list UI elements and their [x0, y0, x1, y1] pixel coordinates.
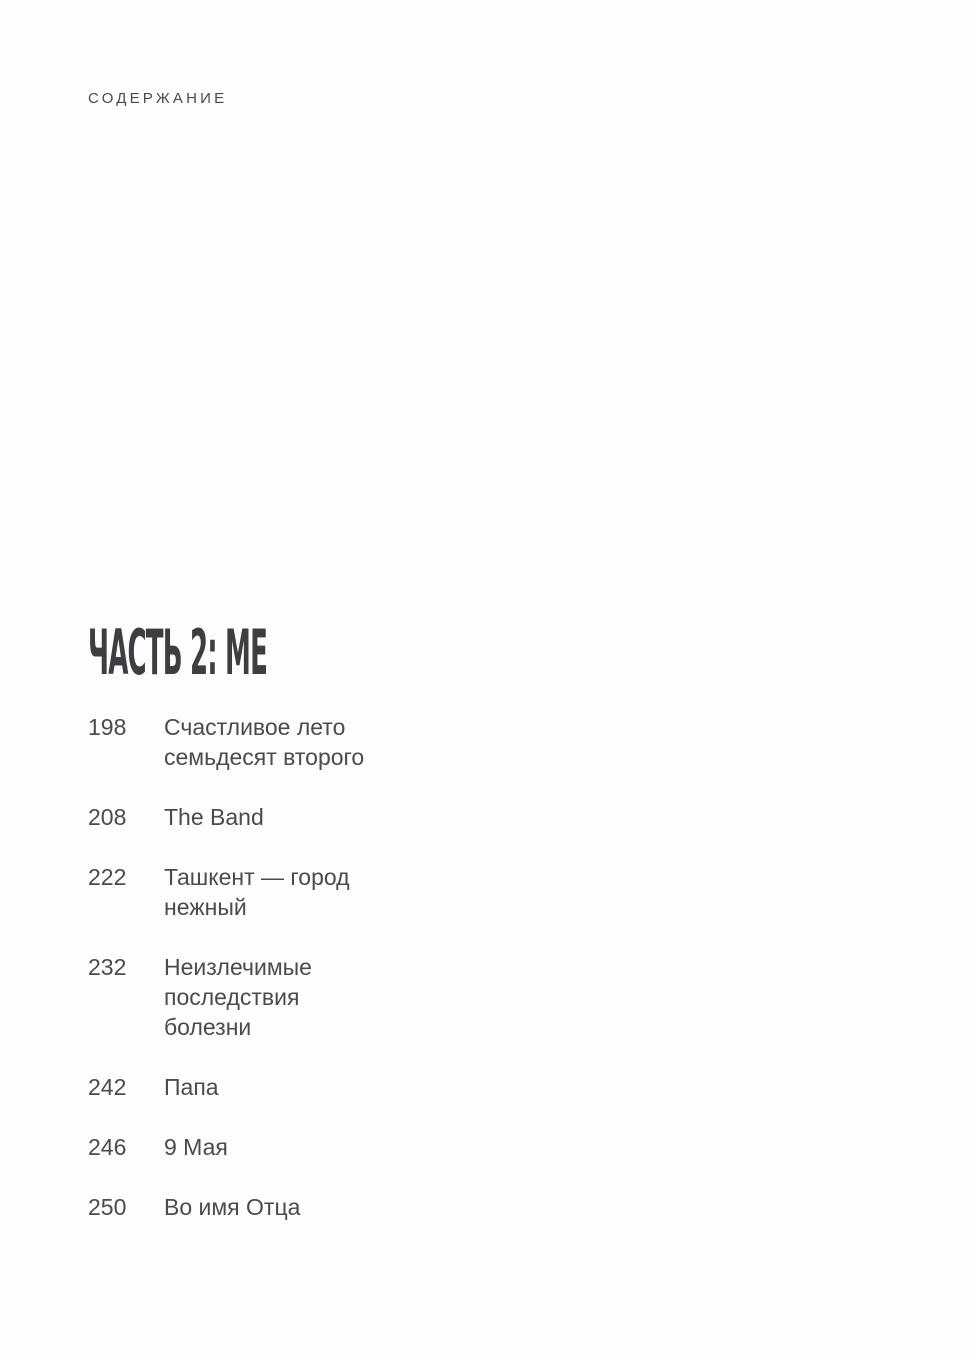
toc-chapter-title: Во имя Отца — [164, 1194, 301, 1220]
toc-entry — [88, 802, 508, 832]
part-title: ЧАСТЬ 2: ME — [88, 616, 268, 689]
toc-entry — [88, 952, 508, 1042]
toc-entry — [88, 712, 508, 772]
toc-page-number: 208 — [88, 804, 127, 830]
toc-page-number: 222 — [88, 864, 127, 890]
toc-page-number: 242 — [88, 1074, 127, 1100]
table-of-contents — [88, 712, 508, 1252]
toc-page-number: 246 — [88, 1134, 127, 1160]
toc-entry — [88, 1072, 508, 1102]
toc-chapter-title: Ташкент — город нежный — [164, 864, 350, 920]
toc-chapter-title: The Band — [164, 804, 264, 830]
toc-entry — [88, 1192, 508, 1222]
toc-page-number: 250 — [88, 1194, 127, 1220]
toc-chapter-title: 9 Мая — [164, 1134, 228, 1160]
toc-chapter-title: Счастливое лето семьдесят второго — [164, 714, 365, 770]
toc-page-number: 198 — [88, 714, 127, 740]
toc-page-number: 232 — [88, 954, 127, 980]
toc-chapter-title: Папа — [164, 1074, 219, 1100]
toc-entry — [88, 1132, 508, 1162]
running-header: СОДЕРЖАНИЕ — [88, 90, 228, 107]
toc-chapter-title: Неизлечимые последствия болезни — [164, 954, 312, 1040]
toc-entry — [88, 862, 508, 922]
